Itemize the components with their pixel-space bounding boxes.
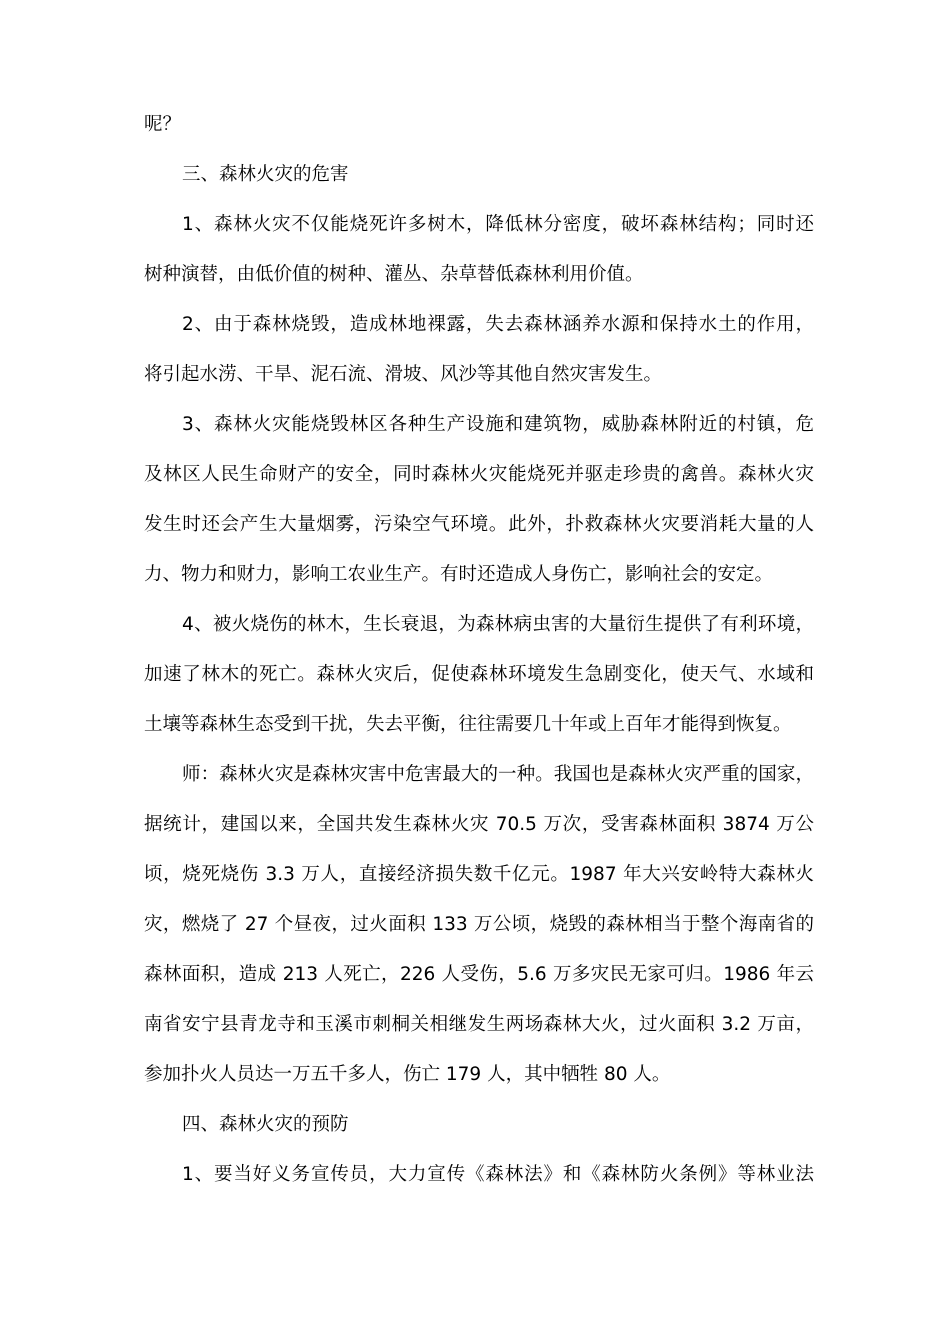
text-line-8: 发生时还会产生大量烟雾，污染空气环境。此外，扑救森林火灾要消耗大量的人 <box>144 514 814 535</box>
text-line-19: 参加扑火人员达一万五千多人，伤亡 179 人，其中牺牲 80 人。 <box>144 1064 671 1085</box>
text-line-5: 将引起水涝、干旱、泥石流、滑坡、风沙等其他自然灾害发生。 <box>144 364 663 385</box>
text-line-13: 师：森林火灾是森林灾害中危害最大的一种。我国也是森林火灾严重的国家， <box>182 764 814 785</box>
text-line-4: 2、由于森林烧毁，造成林地裸露，失去森林涵养水源和保持水土的作用， <box>182 314 814 335</box>
text-line-10: 4、被火烧伤的林木，生长衰退，为森林病虫害的大量衍生提供了有利环境， <box>182 614 814 635</box>
text-line-2: 1、森林火灾不仅能烧死许多树木，降低林分密度，破坏森林结构；同时还 <box>182 214 814 235</box>
text-line-7: 及林区人民生命财产的安全，同时森林火灾能烧死并驱走珍贵的禽兽。森林火灾 <box>144 464 814 485</box>
text-line-16: 灾，燃烧了 27 个昼夜，过火面积 133 万公顷，烧毁的森林相当于整个海南省的 <box>144 914 814 935</box>
text-line-6: 3、森林火灾能烧毁林区各种生产设施和建筑物，威胁森林附近的村镇，危 <box>182 414 814 435</box>
text-line-15: 顷，烧死烧伤 3.3 万人，直接经济损失数千亿元。1987 年大兴安岭特大森林火 <box>144 864 814 885</box>
text-line-11: 加速了林木的死亡。森林火灾后，促使森林环境发生急剧变化，使天气、水域和 <box>144 664 814 685</box>
text-line-12: 土壤等森林生态受到干扰，失去平衡，往往需要几十年或上百年才能得到恢复。 <box>144 714 792 735</box>
text-line-17: 森林面积，造成 213 人死亡，226 人受伤，5.6 万多灾民无家可归。1986 年云 <box>144 964 814 985</box>
text-line-3: 树种演替，由低价值的树种、灌丛、杂草替低森林利用价值。 <box>144 264 644 285</box>
document-page <box>144 100 814 1200</box>
text-line-0: 呢？ <box>144 114 182 135</box>
text-line-14: 据统计，建国以来，全国共发生森林火灾 70.5 万次，受害森林面积 3874 万公 <box>144 814 814 835</box>
text-line-20: 四、森林火灾的预防 <box>182 1114 349 1135</box>
text-line-21: 1、要当好义务宣传员，大力宣传《森林法》和《森林防火条例》等林业法 <box>182 1164 814 1185</box>
text-line-18: 南省安宁县青龙寺和玉溪市刺桐关相继发生两场森林大火，过火面积 3.2 万亩， <box>144 1014 814 1035</box>
text-line-9: 力、物力和财力，影响工农业生产。有时还造成人身伤亡，影响社会的安定。 <box>144 564 774 585</box>
text-line-1: 三、森林火灾的危害 <box>182 164 349 185</box>
